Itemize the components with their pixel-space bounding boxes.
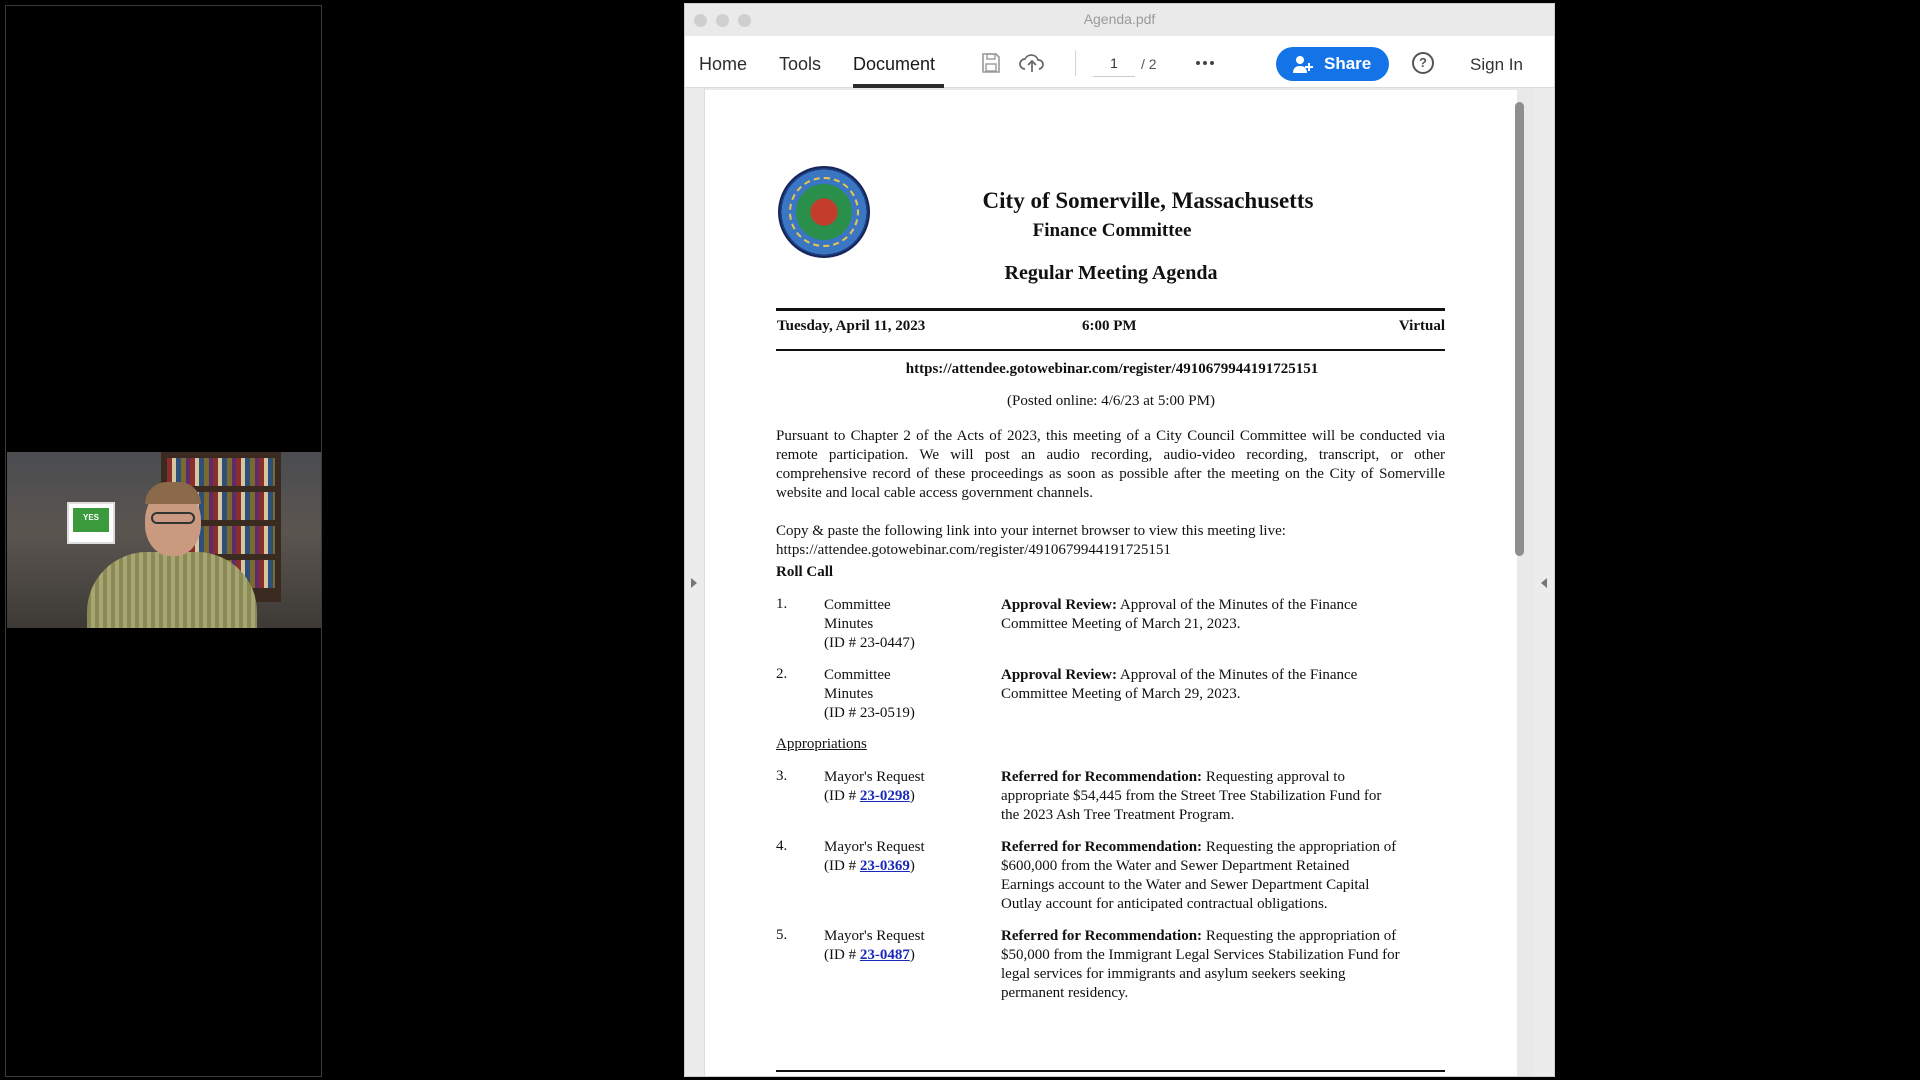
item-type: Mayor's Request (ID # 23-0369) bbox=[824, 839, 925, 874]
webinar-link[interactable]: https://attendee.gotowebinar.com/register/4910679944191725151 bbox=[905, 361, 1319, 377]
header-rule bbox=[776, 308, 1445, 311]
item-description: Approval Review: Approval of the Minutes of the Finance Committee Meeting of March 29, 2023. bbox=[1001, 667, 1358, 702]
document-viewport[interactable] bbox=[685, 88, 1554, 1076]
doc-title: City of Somerville, Massachusetts bbox=[982, 188, 1314, 213]
window-title: Agenda.pdf bbox=[1083, 11, 1156, 27]
page-total: / 2 bbox=[1141, 56, 1157, 72]
glasses bbox=[151, 512, 195, 524]
meta-rule bbox=[776, 349, 1445, 351]
page-number-input[interactable]: 1 bbox=[1093, 49, 1135, 77]
share-button[interactable] bbox=[1276, 47, 1389, 81]
sign-text: YES bbox=[73, 508, 109, 532]
roll-call-heading: Roll Call bbox=[776, 564, 834, 580]
title-bar bbox=[685, 4, 1554, 36]
item-number: 1. bbox=[776, 596, 788, 612]
item-number: 3. bbox=[776, 768, 788, 784]
item-description: Referred for Recommendation: Requesting the appropriation of $600,000 from the Water and Sewer Department Retained Earnings account to the Water and Sewer Department Capital Outlay account for anticipated contractual obligations. bbox=[1001, 839, 1397, 912]
item-id-link[interactable]: 23-0369 bbox=[859, 858, 910, 874]
appropriations-heading: Appropriations bbox=[776, 736, 867, 752]
pdf-window bbox=[684, 3, 1555, 1077]
doc-meeting-type: Regular Meeting Agenda bbox=[1004, 262, 1218, 284]
footer-rule bbox=[776, 1070, 1445, 1072]
item-type: Mayor's Request (ID # 23-0487) bbox=[824, 928, 925, 963]
more-options-icon[interactable] bbox=[1193, 51, 1217, 75]
item-type: Committee Minutes (ID # 23-0519) bbox=[824, 666, 944, 723]
expand-left-panel-icon[interactable] bbox=[691, 578, 697, 588]
vertical-scrollbar[interactable] bbox=[1515, 102, 1524, 556]
item-description: Referred for Recommendation: Requesting approval to appropriate $54,445 from the Street Tree Stabilization Fund for the 2023 Ash Tree Treatment Program. bbox=[1001, 769, 1382, 823]
item-number: 2. bbox=[776, 666, 788, 682]
item-id-link[interactable]: 23-0487 bbox=[859, 947, 910, 963]
tab-home[interactable]: Home bbox=[699, 54, 748, 74]
share-label: Share bbox=[1324, 54, 1372, 73]
item-id-link[interactable]: 23-0298 bbox=[859, 788, 910, 804]
copy-line: Copy & paste the following link into your internet browser to view this meeting live: bbox=[776, 523, 1286, 539]
copy-instructions bbox=[776, 522, 1445, 560]
item-description: Approval Review: Approval of the Minutes of the Finance Committee Meeting of March 21, 2023. bbox=[1001, 597, 1358, 632]
doc-committee: Finance Committee bbox=[1032, 220, 1192, 241]
left-panel-rail[interactable] bbox=[685, 88, 705, 1076]
tab-tools[interactable]: Tools bbox=[779, 54, 822, 74]
item-number: 5. bbox=[776, 927, 788, 943]
pdf-page bbox=[705, 90, 1517, 1076]
sign-in-link[interactable]: Sign In bbox=[1470, 55, 1523, 74]
help-icon[interactable]: ? bbox=[1412, 52, 1434, 74]
item-description: Referred for Recommendation: Requesting the appropriation of $50,000 from the Immigrant Legal Services Stabilization Fund for legal services for immigrants and asylum seekers seeking permanent residency. bbox=[1001, 928, 1400, 1001]
right-panel-rail[interactable] bbox=[1534, 88, 1554, 1076]
item-type: Committee Minutes (ID # 23-0447) bbox=[824, 596, 944, 653]
expand-right-panel-icon[interactable] bbox=[1541, 578, 1547, 588]
yes-sign bbox=[67, 502, 115, 544]
toolbar-separator bbox=[1075, 50, 1076, 76]
intro-paragraph: Pursuant to Chapter 2 of the Acts of 2023, this meeting of a City Council Committee will be conducted via remote participation. We will post an audio recording, audio-video recording, transcript, or other comprehensive record of these proceedings as soon as possible after the meeting on the City of Somerville website and local cable access government channels. bbox=[776, 428, 1445, 501]
meeting-location: Virtual bbox=[1398, 318, 1445, 334]
cloud-upload-icon[interactable] bbox=[1018, 51, 1046, 75]
person-body bbox=[87, 552, 257, 628]
save-icon[interactable] bbox=[979, 51, 1003, 75]
item-id: (ID # 23-0447) bbox=[824, 635, 915, 651]
participant-video[interactable] bbox=[7, 452, 321, 628]
video-panel bbox=[5, 5, 322, 1077]
item-id: (ID # 23-0519) bbox=[824, 705, 915, 721]
tab-document[interactable]: Document bbox=[853, 54, 936, 74]
toolbar bbox=[685, 36, 1554, 88]
meeting-time: 6:00 PM bbox=[1082, 318, 1137, 334]
item-type: Mayor's Request (ID # 23-0298) bbox=[824, 769, 925, 804]
item-number: 4. bbox=[776, 838, 788, 854]
copy-link[interactable]: https://attendee.gotowebinar.com/register/4910679944191725151 bbox=[776, 542, 1171, 558]
posted-date: (Posted online: 4/6/23 at 5:00 PM) bbox=[1007, 393, 1215, 409]
add-person-icon bbox=[1292, 54, 1314, 74]
meeting-date: Tuesday, April 11, 2023 bbox=[777, 318, 926, 334]
